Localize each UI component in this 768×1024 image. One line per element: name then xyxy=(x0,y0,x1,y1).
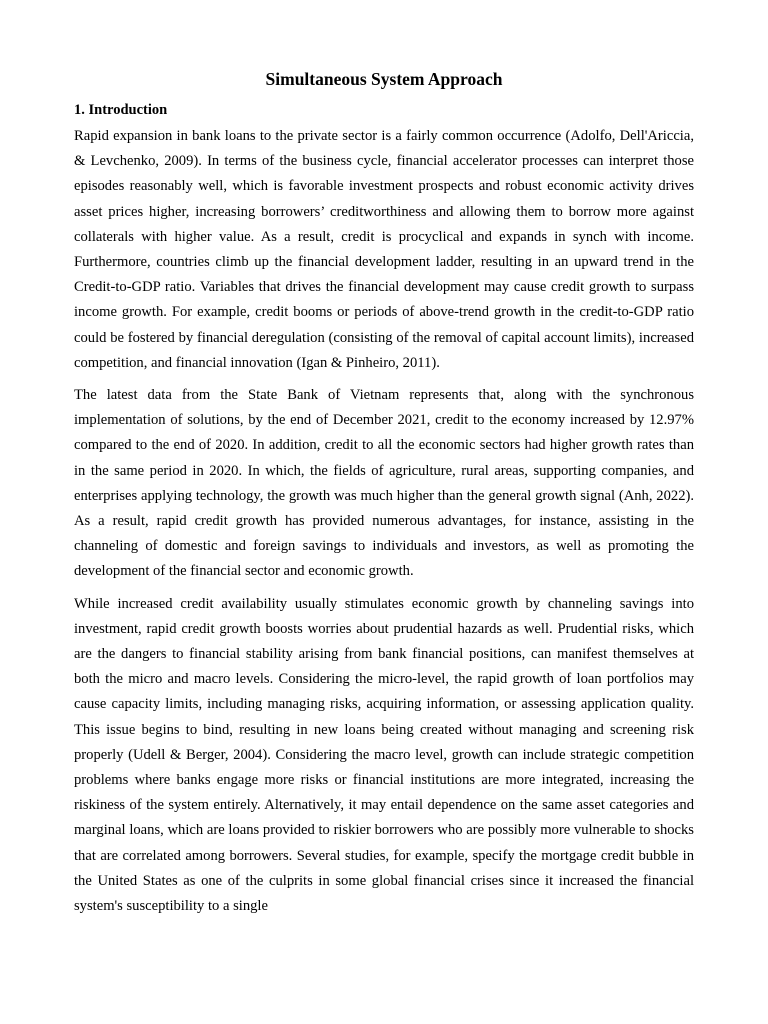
paragraph-credit-expansion: Rapid expansion in bank loans to the private sector is a fairly common occurrence (Adolfo, Dell'Ariccia, & Levchenko, 2009). In terms of the business cycle, financial accelerator processes can interpret those episodes reasonably well, which is favorable investment prospects and robust economic activity drives asset prices higher, increasing borrowers’ creditworthiness and allowing them to borrow more against collaterals with higher value. As a result, credit is procyclical and expands in synch with income. Furthermore, countries climb up the financial development ladder, resulting in an upward trend in the Credit-to-GDP ratio. Variables that drives the financial development may cause credit growth to surpass income growth. For example, credit booms or periods of above-trend growth in the credit-to-GDP ratio could be fostered by financial deregulation (consisting of the removal of capital account limits), increased competition, and financial innovation (Igan & Pinheiro, 2011). xyxy=(74,128,694,371)
paragraph-prudential-risks: While increased credit availability usually stimulates economic growth by channeling savings into investment, rapid credit growth boosts worries about prudential hazards as well. Prudential risks, which are the dangers to financial stability arising from bank financial positions, can manifest themselves at both the micro and macro levels. Considering the micro-level, the rapid growth of loan portfolios may cause capacity limits, including managing risks, acquiring information, or assessing application quality. This issue begins to bind, resulting in new loans being created without managing and screening risk properly (Udell & Berger, 2004). Considering the macro level, growth can include strategic competition problems where banks engage more risks or financial institutions are more integrated, increasing the riskiness of the system entirely. Alternatively, it may entail dependence on the same asset categories and marginal loans, which are loans provided to riskier borrowers who are possibly more vulnerable to shocks that are correlated among borrowers. Several studies, for example, specify the mortgage credit bubble in the United States as one of the culprits in some global financial crises since it increased the financial system's susceptibility to a single xyxy=(74,595,694,915)
document-title: Simultaneous System Approach xyxy=(265,69,503,89)
document-page xyxy=(74,68,694,926)
paragraph-vietnam-credit-data: The latest data from the State Bank of Vietnam represents that, along with the synchronous implementation of solutions, by the end of December 2021, credit to the economy increased by 12.97% compared to the end of 2020. In addition, credit to all the economic sectors had higher growth rates than in the same period in 2020. In which, the fields of agriculture, rural areas, supporting companies, and enterprises applying technology, the growth was much higher than the general growth signal (Anh, 2022). As a result, rapid credit growth has provided numerous advantages, for instance, assisting in the channeling of domestic and foreign savings to individuals and investors, as well as promoting the development of the financial sector and economic growth. xyxy=(74,387,694,580)
section-heading-introduction: 1. Introduction xyxy=(74,102,168,118)
